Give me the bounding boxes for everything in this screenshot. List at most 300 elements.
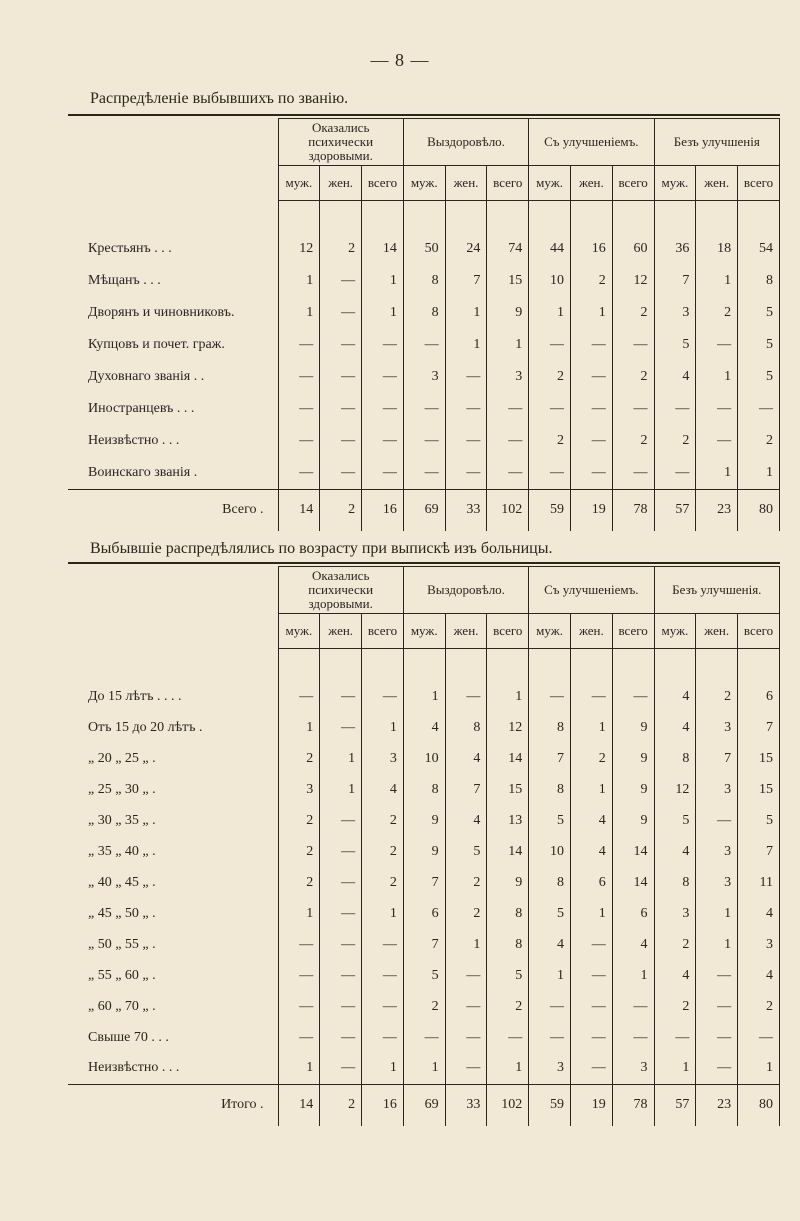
spacer-cell <box>445 649 487 682</box>
cell-value: 5 <box>654 329 696 361</box>
column-subheader: всего <box>487 166 529 201</box>
cell-value: 7 <box>403 867 445 898</box>
group-header: Выздоровѣло. <box>403 567 528 614</box>
page-number: — 8 — <box>370 50 430 70</box>
cell-value: — <box>362 960 404 991</box>
cell-value: 2 <box>278 836 320 867</box>
cell-value: — <box>278 991 320 1022</box>
cell-value: 2 <box>403 991 445 1022</box>
cell-value: 11 <box>738 867 780 898</box>
total-value: 59 <box>529 489 571 531</box>
cell-value: — <box>320 425 362 457</box>
cell-value: 12 <box>278 233 320 265</box>
cell-value: — <box>362 681 404 712</box>
cell-value: — <box>320 393 362 425</box>
column-subheader: муж. <box>654 166 696 201</box>
cell-value: 1 <box>320 774 362 805</box>
column-subheader: муж. <box>403 166 445 201</box>
row-label: „ 40 „ 45 „ . <box>88 874 156 890</box>
cell-value: 1 <box>487 681 529 712</box>
spacer-cell <box>529 201 571 234</box>
cell-value: 15 <box>738 743 780 774</box>
cell-value: 14 <box>487 836 529 867</box>
spacer-cell <box>320 201 362 234</box>
cell-value: 7 <box>529 743 571 774</box>
cell-value: — <box>320 929 362 960</box>
spacer-cell <box>403 649 445 682</box>
cell-value: 1 <box>278 712 320 743</box>
spacer-cell <box>362 201 404 234</box>
cell-value: 36 <box>654 233 696 265</box>
cell-value: — <box>362 329 404 361</box>
cell-value: — <box>487 393 529 425</box>
cell-value: 2 <box>738 425 780 457</box>
spacer-cell <box>445 201 487 234</box>
age-distribution-table <box>68 566 780 1126</box>
cell-value: — <box>320 297 362 329</box>
cell-value: 50 <box>403 233 445 265</box>
cell-value: — <box>529 393 571 425</box>
group-header: Выздоровѣло. <box>403 119 528 166</box>
table-row <box>68 681 780 712</box>
cell-value: 14 <box>612 867 654 898</box>
row-label: Дворянъ и чиновниковъ. <box>88 305 235 320</box>
cell-value: — <box>445 1022 487 1053</box>
cell-value: 2 <box>696 297 738 329</box>
cell-value: — <box>320 329 362 361</box>
spacer-cell <box>487 201 529 234</box>
spacer-cell <box>612 649 654 682</box>
cell-value: 1 <box>278 265 320 297</box>
rank-distribution-table <box>68 118 780 531</box>
cell-value: 4 <box>738 960 780 991</box>
cell-value: 1 <box>696 265 738 297</box>
cell-value: — <box>403 425 445 457</box>
total-label: Итого . <box>68 1084 278 1126</box>
cell-value: 3 <box>654 898 696 929</box>
cell-value: — <box>487 425 529 457</box>
total-row <box>68 489 780 531</box>
total-value: 33 <box>445 489 487 531</box>
cell-value: — <box>320 960 362 991</box>
spacer-cell <box>738 649 780 682</box>
column-subheader: всего <box>362 166 404 201</box>
cell-value: 2 <box>487 991 529 1022</box>
cell-value: 6 <box>738 681 780 712</box>
spacer-cell <box>738 201 780 234</box>
cell-value: — <box>445 1053 487 1084</box>
cell-value: 14 <box>362 233 404 265</box>
spacer-row <box>68 649 780 682</box>
column-subheader: жен. <box>570 614 612 649</box>
cell-value: 2 <box>278 867 320 898</box>
cell-value: — <box>320 898 362 929</box>
cell-value: 54 <box>738 233 780 265</box>
cell-value: 3 <box>278 774 320 805</box>
cell-value: 2 <box>278 805 320 836</box>
cell-value: 1 <box>529 297 571 329</box>
row-label: Неизвѣстно . . . <box>88 433 180 448</box>
cell-value: 5 <box>403 960 445 991</box>
row-label: „ 45 „ 50 „ . <box>88 905 156 921</box>
cell-value: 8 <box>403 297 445 329</box>
cell-value: 1 <box>362 297 404 329</box>
cell-value: — <box>320 836 362 867</box>
cell-value: 13 <box>487 805 529 836</box>
column-subheader: муж. <box>403 614 445 649</box>
cell-value: 5 <box>529 805 571 836</box>
cell-value: — <box>362 929 404 960</box>
cell-value: — <box>445 681 487 712</box>
top-rule-table2 <box>68 562 780 564</box>
cell-value: 1 <box>696 457 738 489</box>
cell-value: 1 <box>445 929 487 960</box>
cell-value: 1 <box>654 1053 696 1084</box>
cell-value: 8 <box>487 898 529 929</box>
cell-value: — <box>362 991 404 1022</box>
cell-value: 8 <box>529 867 571 898</box>
cell-value: 1 <box>487 329 529 361</box>
cell-value: — <box>570 681 612 712</box>
cell-value: — <box>445 393 487 425</box>
total-value: 80 <box>738 1084 780 1126</box>
cell-value: 7 <box>445 265 487 297</box>
column-subheader: жен. <box>445 614 487 649</box>
cell-value: 1 <box>612 960 654 991</box>
total-value: 23 <box>696 1084 738 1126</box>
column-subheader: жен. <box>320 614 362 649</box>
section-title-by-age: Выбывшіе распредѣлялись по возрасту при выпискѣ изъ больницы. <box>90 540 553 557</box>
cell-value: 2 <box>529 361 571 393</box>
cell-value: 1 <box>403 1053 445 1084</box>
cell-value: 5 <box>487 960 529 991</box>
cell-value: — <box>612 1022 654 1053</box>
cell-value: 2 <box>654 425 696 457</box>
spacer-row <box>68 201 780 234</box>
cell-value: 2 <box>362 805 404 836</box>
column-subheader: муж. <box>529 166 571 201</box>
cell-value: — <box>487 457 529 489</box>
cell-value: 1 <box>570 774 612 805</box>
table-row <box>68 425 780 457</box>
cell-value: 3 <box>362 743 404 774</box>
spacer-cell <box>362 649 404 682</box>
cell-value: — <box>362 457 404 489</box>
cell-value: — <box>278 457 320 489</box>
table-row <box>68 297 780 329</box>
row-label: „ 60 „ 70 „ . <box>88 998 156 1014</box>
cell-value: — <box>403 457 445 489</box>
cell-value: 1 <box>738 1053 780 1084</box>
cell-value: 4 <box>612 929 654 960</box>
cell-value: — <box>362 361 404 393</box>
row-label: Купцовъ и почет. граж. <box>88 337 225 352</box>
cell-value: 3 <box>696 836 738 867</box>
spacer-cell <box>529 649 571 682</box>
top-rule-table1 <box>68 114 780 116</box>
cell-value: 8 <box>403 265 445 297</box>
cell-value: 2 <box>570 743 612 774</box>
cell-value: — <box>445 960 487 991</box>
table-row <box>68 991 780 1022</box>
total-value: 57 <box>654 489 696 531</box>
total-value: 78 <box>612 489 654 531</box>
total-value: 33 <box>445 1084 487 1126</box>
table-row <box>68 929 780 960</box>
column-subheader: жен. <box>570 166 612 201</box>
cell-value: — <box>696 1022 738 1053</box>
cell-value: 8 <box>654 743 696 774</box>
table-row <box>68 233 780 265</box>
cell-value: 3 <box>696 867 738 898</box>
cell-value: 1 <box>278 297 320 329</box>
total-value: 80 <box>738 489 780 531</box>
cell-value: 3 <box>487 361 529 393</box>
cell-value: — <box>445 991 487 1022</box>
cell-value: 4 <box>570 836 612 867</box>
cell-value: 8 <box>403 774 445 805</box>
cell-value: — <box>278 425 320 457</box>
cell-value: — <box>529 329 571 361</box>
cell-value: 2 <box>696 681 738 712</box>
cell-value: 2 <box>362 867 404 898</box>
cell-value: 3 <box>696 712 738 743</box>
cell-value: 4 <box>654 681 696 712</box>
row-label: „ 30 „ 35 „ . <box>88 812 156 828</box>
cell-value: 4 <box>529 929 571 960</box>
cell-value: 2 <box>445 867 487 898</box>
cell-value: 2 <box>654 929 696 960</box>
cell-value: — <box>570 1022 612 1053</box>
cell-value: — <box>487 1022 529 1053</box>
column-subheader: жен. <box>696 166 738 201</box>
cell-value: — <box>403 329 445 361</box>
total-value: 102 <box>487 489 529 531</box>
cell-value: 2 <box>320 233 362 265</box>
cell-value: 10 <box>529 836 571 867</box>
cell-value: — <box>654 1022 696 1053</box>
cell-value: 3 <box>403 361 445 393</box>
cell-value: 5 <box>738 329 780 361</box>
cell-value: 8 <box>487 929 529 960</box>
row-label: Неизвѣстно . . . <box>88 1060 180 1076</box>
cell-value: — <box>696 393 738 425</box>
header-blank <box>68 567 278 649</box>
cell-value: 14 <box>612 836 654 867</box>
cell-value: — <box>654 393 696 425</box>
row-label: Мѣщанъ . . . <box>88 273 161 288</box>
cell-value: 8 <box>654 867 696 898</box>
cell-value: — <box>696 425 738 457</box>
cell-value: — <box>362 393 404 425</box>
group-header: Съ улучшеніемъ. <box>529 119 654 166</box>
spacer-cell <box>696 649 738 682</box>
cell-value: — <box>403 1022 445 1053</box>
cell-value: — <box>320 712 362 743</box>
row-label: Отъ 15 до 20 лѣтъ . <box>88 719 203 735</box>
cell-value: 4 <box>445 805 487 836</box>
cell-value: — <box>570 329 612 361</box>
spacer-cell <box>487 649 529 682</box>
total-row <box>68 1084 780 1126</box>
cell-value: — <box>570 457 612 489</box>
cell-value: 44 <box>529 233 571 265</box>
cell-value: — <box>278 1022 320 1053</box>
total-value: 16 <box>362 1084 404 1126</box>
cell-value: — <box>612 681 654 712</box>
spacer-cell <box>570 201 612 234</box>
cell-value: 1 <box>445 297 487 329</box>
cell-value: 2 <box>654 991 696 1022</box>
total-value: 69 <box>403 489 445 531</box>
column-subheader: всего <box>487 614 529 649</box>
cell-value: 1 <box>278 1053 320 1084</box>
cell-value: — <box>529 991 571 1022</box>
cell-value: 1 <box>403 681 445 712</box>
total-value: 16 <box>362 489 404 531</box>
cell-value: 1 <box>320 743 362 774</box>
cell-value: — <box>403 393 445 425</box>
cell-value: — <box>320 681 362 712</box>
cell-value: — <box>320 867 362 898</box>
table-row <box>68 898 780 929</box>
cell-value: 4 <box>403 712 445 743</box>
cell-value: — <box>612 457 654 489</box>
cell-value: — <box>696 1053 738 1084</box>
total-value: 69 <box>403 1084 445 1126</box>
cell-value: — <box>696 991 738 1022</box>
cell-value: — <box>278 929 320 960</box>
cell-value: 7 <box>403 929 445 960</box>
cell-value: 3 <box>529 1053 571 1084</box>
cell-value: 1 <box>696 898 738 929</box>
total-value: 23 <box>696 489 738 531</box>
cell-value: 1 <box>362 898 404 929</box>
total-value: 78 <box>612 1084 654 1126</box>
column-subheader: муж. <box>278 614 320 649</box>
cell-value: 6 <box>403 898 445 929</box>
cell-value: — <box>612 991 654 1022</box>
cell-value: — <box>278 329 320 361</box>
column-subheader: жен. <box>696 614 738 649</box>
cell-value: 9 <box>487 867 529 898</box>
column-subheader: всего <box>738 614 780 649</box>
cell-value: 2 <box>612 297 654 329</box>
cell-value: 1 <box>278 898 320 929</box>
cell-value: 7 <box>445 774 487 805</box>
cell-value: — <box>362 1022 404 1053</box>
cell-value: 3 <box>612 1053 654 1084</box>
row-label: Свыше 70 . . . <box>88 1029 169 1045</box>
row-label: Духовнаго званія . . <box>88 369 205 384</box>
cell-value: 9 <box>487 297 529 329</box>
cell-value: — <box>278 681 320 712</box>
cell-value: 4 <box>362 774 404 805</box>
column-subheader: муж. <box>654 614 696 649</box>
cell-value: 12 <box>487 712 529 743</box>
cell-value: 8 <box>529 774 571 805</box>
cell-value: — <box>696 805 738 836</box>
column-subheader: муж. <box>529 614 571 649</box>
column-subheader: муж. <box>278 166 320 201</box>
cell-value: — <box>654 457 696 489</box>
cell-value: — <box>320 991 362 1022</box>
cell-value: — <box>445 361 487 393</box>
cell-value: 9 <box>403 805 445 836</box>
group-header: Безъ улучшенія <box>654 119 779 166</box>
table-row <box>68 457 780 489</box>
cell-value: 1 <box>362 712 404 743</box>
cell-value: — <box>529 1022 571 1053</box>
cell-value: 9 <box>403 836 445 867</box>
table-row <box>68 265 780 297</box>
cell-value: 2 <box>445 898 487 929</box>
cell-value: — <box>320 457 362 489</box>
cell-value: — <box>738 393 780 425</box>
spacer-cell <box>570 649 612 682</box>
cell-value: 9 <box>612 712 654 743</box>
table-row <box>68 1022 780 1053</box>
cell-value: 12 <box>654 774 696 805</box>
cell-value: — <box>612 329 654 361</box>
cell-value: 3 <box>696 774 738 805</box>
cell-value: 10 <box>403 743 445 774</box>
cell-value: 2 <box>278 743 320 774</box>
cell-value: 4 <box>654 836 696 867</box>
cell-value: 2 <box>570 265 612 297</box>
cell-value: — <box>570 929 612 960</box>
row-label: До 15 лѣтъ . . . . <box>88 688 182 704</box>
cell-value: 8 <box>738 265 780 297</box>
cell-value: — <box>696 960 738 991</box>
group-header: Съ улучшеніемъ. <box>529 567 654 614</box>
cell-value: 7 <box>696 743 738 774</box>
cell-value: 4 <box>445 743 487 774</box>
cell-value: — <box>362 425 404 457</box>
cell-value: 15 <box>738 774 780 805</box>
cell-value: — <box>570 960 612 991</box>
row-label: Крестьянъ . . . <box>88 241 172 256</box>
cell-value: 9 <box>612 743 654 774</box>
cell-value: 5 <box>654 805 696 836</box>
cell-value: 5 <box>445 836 487 867</box>
cell-value: 2 <box>529 425 571 457</box>
cell-value: — <box>738 1022 780 1053</box>
row-label: „ 35 „ 40 „ . <box>88 843 156 859</box>
total-value: 59 <box>529 1084 571 1126</box>
group-header: Оказались психически здоровыми. <box>278 567 403 614</box>
cell-value: 2 <box>738 991 780 1022</box>
cell-value: 5 <box>529 898 571 929</box>
spacer-cell <box>68 649 278 682</box>
cell-value: 16 <box>570 233 612 265</box>
cell-value: 4 <box>654 960 696 991</box>
table-row <box>68 774 780 805</box>
table-row <box>68 743 780 774</box>
cell-value: — <box>320 361 362 393</box>
cell-value: — <box>445 457 487 489</box>
cell-value: 7 <box>738 836 780 867</box>
cell-value: — <box>570 1053 612 1084</box>
cell-value: 1 <box>445 329 487 361</box>
total-value: 57 <box>654 1084 696 1126</box>
cell-value: 60 <box>612 233 654 265</box>
cell-value: 1 <box>696 361 738 393</box>
cell-value: 1 <box>738 457 780 489</box>
cell-value: 4 <box>738 898 780 929</box>
row-label: „ 25 „ 30 „ . <box>88 781 156 797</box>
cell-value: — <box>445 425 487 457</box>
